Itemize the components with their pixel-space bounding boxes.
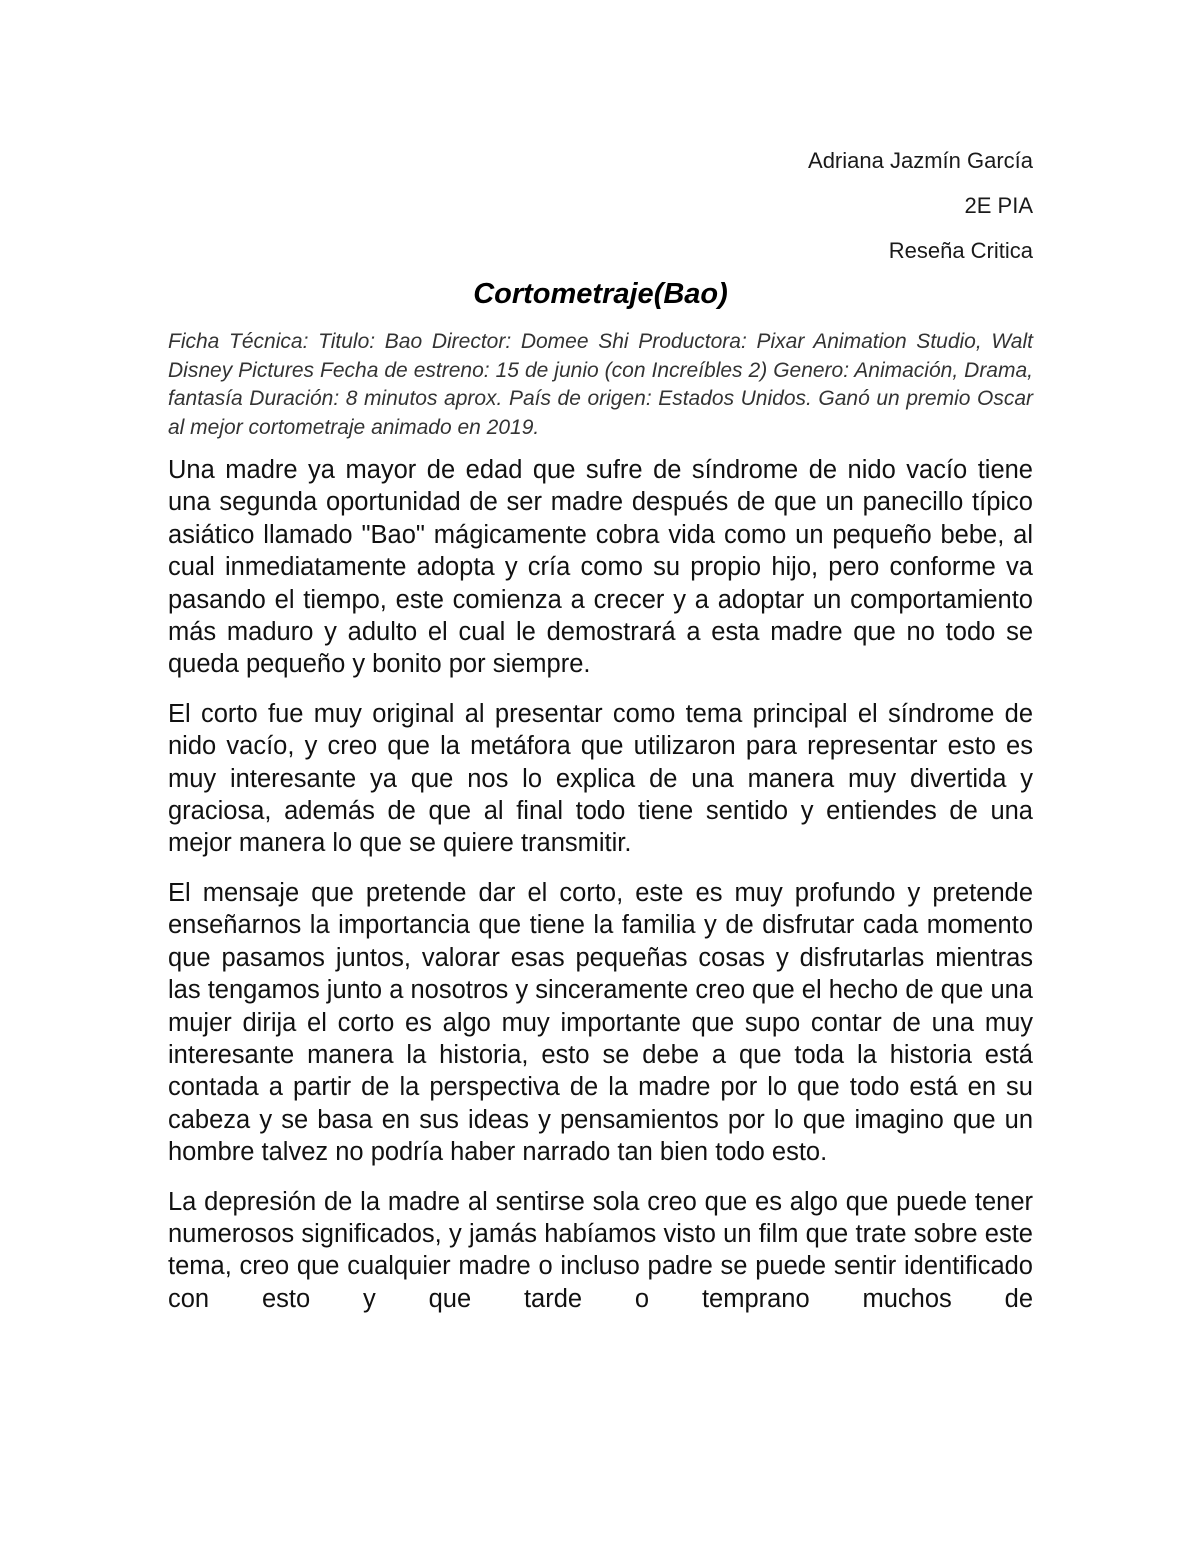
paragraph-depression: La depresión de la madre al sentirse sola creo que es algo que puede tener numerosos significados, y jamás habíamos visto un film que trate sobre este tema, creo que cualquier madre o incluso padre se puede sentir identificado con esto y que tarde o temprano muchos de — [168, 1187, 1033, 1313]
ficha-tecnica: Ficha Técnica: Titulo: Bao Director: Domee Shi Productora: Pixar Animation Studio, Walt Disney Pictures Fecha de estreno: 15 de junio (con Increíbles 2) Genero: Animación, Drama, fantasía Duración: 8 minutos aprox. País de origen: Estados Unidos. Ganó un premio Oscar al mejor cortometraje animado en 2019. — [168, 330, 1033, 439]
paragraph-originality: El corto fue muy original al presentar como tema principal el síndrome de nido vacío, y creo que la metáfora que utilizaron para representar esto es muy interesante ya que nos lo explica de una manera muy divertida y graciosa, además de que al final todo tiene sentido y entiendes de una mejor manera lo que se quiere transmitir. — [168, 699, 1033, 858]
document-header — [700, 138, 1033, 273]
document-title: Cortometraje(Bao) — [473, 278, 728, 310]
paragraph-message: El mensaje que pretende dar el corto, este es muy profundo y pretende enseñarnos la importancia que tiene la familia y de disfrutar cada momento que pasamos juntos, valorar esas pequeñas cosas y disfrutarlas mientras las tengamos junto a nosotros y sinceramente creo que el hecho de que una mujer dirija el corto es algo muy importante que supo contar de una muy interesante manera la historia, esto se debe a que toda la historia está contada a partir de la perspectiva de la madre por lo que todo está en su cabeza y se basa en sus ideas y pensamientos por lo que imagino que un hombre talvez no podría haber narrado tan bien todo esto. — [168, 878, 1033, 1167]
author-name: Adriana Jazmín García — [808, 148, 1033, 173]
group-label: 2E PIA — [964, 193, 1033, 218]
paragraph-synopsis: Una madre ya mayor de edad que sufre de síndrome de nido vacío tiene una segunda oportunidad de ser madre después de que un panecillo típico asiático llamado "Bao" mágicamente cobra vida como un pequeño bebe, al cual inmediatamente adopta y cría como su propio hijo, pero conforme va pasando el tiempo, este comienza a crecer y a adoptar un comportamiento más maduro y adulto el cual le demostrará a esta madre que no todo se queda pequeño y bonito por siempre. — [168, 456, 1033, 679]
document-type: Reseña Critica — [888, 238, 1033, 263]
review-body — [168, 454, 1033, 1315]
